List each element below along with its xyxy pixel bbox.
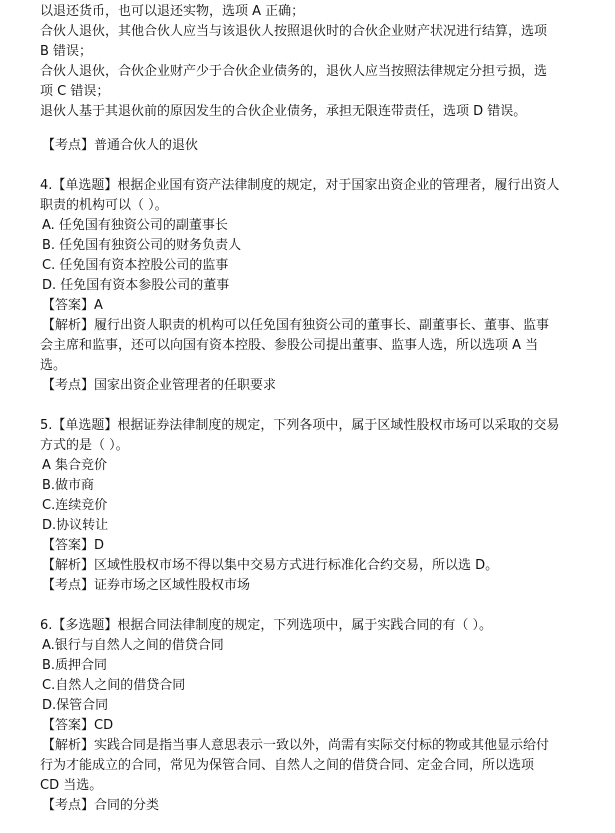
option-b: B.质押合同 bbox=[42, 658, 108, 673]
analysis-text: 【解析】区域性股权市场不得以集中交易方式进行标准化合约交易，所以选 D。 bbox=[42, 558, 499, 573]
option-a: A.银行与自然人之间的借贷合同 bbox=[42, 638, 224, 653]
option-d: D.协议转让 bbox=[42, 518, 109, 533]
intro-line: 退伙人基于其退伙前的原因发生的合伙企业债务，承担无限连带责任，选项 D 错误。 bbox=[40, 104, 527, 119]
answer-label: 【答案】D bbox=[42, 538, 105, 553]
option-b: B.做市商 bbox=[42, 478, 95, 493]
intro-line: B 错误； bbox=[40, 44, 93, 59]
question-4 bbox=[40, 176, 595, 396]
kaodian-label: 【考点】证券市场之区域性股权市场 bbox=[42, 578, 251, 593]
intro-line: 以退还货币，也可以退还实物，选项 A 正确； bbox=[40, 4, 305, 19]
answer-label: 【答案】CD bbox=[42, 718, 114, 733]
question-stem: 方式的是（ ）。 bbox=[40, 438, 129, 453]
intro-line: 项 C 错误； bbox=[40, 84, 110, 99]
answer-label: 【答案】A bbox=[42, 298, 103, 313]
analysis-text: 会主席和监事，还可以向国有资本控股、参股公司提出董事、监事人选，所以选项 A 当 bbox=[40, 338, 539, 353]
question-stem: 6.【多选题】根据合同法律制度的规定，下列选项中，属于实践合同的有（ ）。 bbox=[40, 618, 493, 633]
option-c: C.自然人之间的借贷合同 bbox=[42, 678, 186, 693]
option-d: D.保管合同 bbox=[42, 698, 109, 713]
analysis-text: 选。 bbox=[40, 358, 67, 373]
intro-section bbox=[40, 2, 595, 156]
option-d: D. 任免国有资本参股公司的董事 bbox=[42, 278, 230, 293]
analysis-text: CD 当选。 bbox=[40, 778, 103, 793]
question-6 bbox=[40, 616, 595, 816]
kaodian-label: 【考点】合同的分类 bbox=[42, 798, 160, 813]
intro-line: 合伙人退伙，其他合伙人应当与该退伙人按照退伙时的合伙企业财产状况进行结算，选项 bbox=[40, 24, 548, 39]
question-stem: 职责的机构可以（ ）。 bbox=[40, 198, 168, 213]
option-b: B. 任免国有独资公司的财务负责人 bbox=[42, 238, 242, 253]
question-stem: 5.【单选题】根据证券法律制度的规定，下列各项中，属于区域性股权市场可以采取的交易 bbox=[40, 418, 560, 433]
kaodian-label: 【考点】国家出资企业管理者的任职要求 bbox=[42, 378, 277, 393]
intro-line: 合伙人退伙，合伙企业财产少于合伙企业债务的，退伙人应当按照法律规定分担亏损，选 bbox=[40, 64, 548, 79]
kaodian-label: 【考点】普通合伙人的退伙 bbox=[42, 138, 199, 153]
option-c: C. 任免国有资本控股公司的监事 bbox=[42, 258, 229, 273]
analysis-text: 【解析】实践合同是指当事人意思表示一致以外，尚需有实际交付标的物或其他显示给付 bbox=[42, 738, 550, 753]
question-stem: 4.【单选题】根据企业国有资产法律制度的规定，对于国家出资企业的管理者，履行出资人 bbox=[40, 178, 560, 193]
question-5 bbox=[40, 416, 595, 596]
option-a: A 集合竞价 bbox=[42, 458, 108, 473]
analysis-text: 【解析】履行出资人职责的机构可以任免国有独资公司的董事长、副董事长、董事、监事 bbox=[42, 318, 550, 333]
option-c: C.连续竞价 bbox=[42, 498, 108, 513]
option-a: A. 任免国有独资公司的副董事长 bbox=[42, 218, 228, 233]
analysis-text: 行为才能成立的合同，常见为保管合同、自然人之间的借贷合同、定金合同，所以选项 bbox=[40, 758, 535, 773]
